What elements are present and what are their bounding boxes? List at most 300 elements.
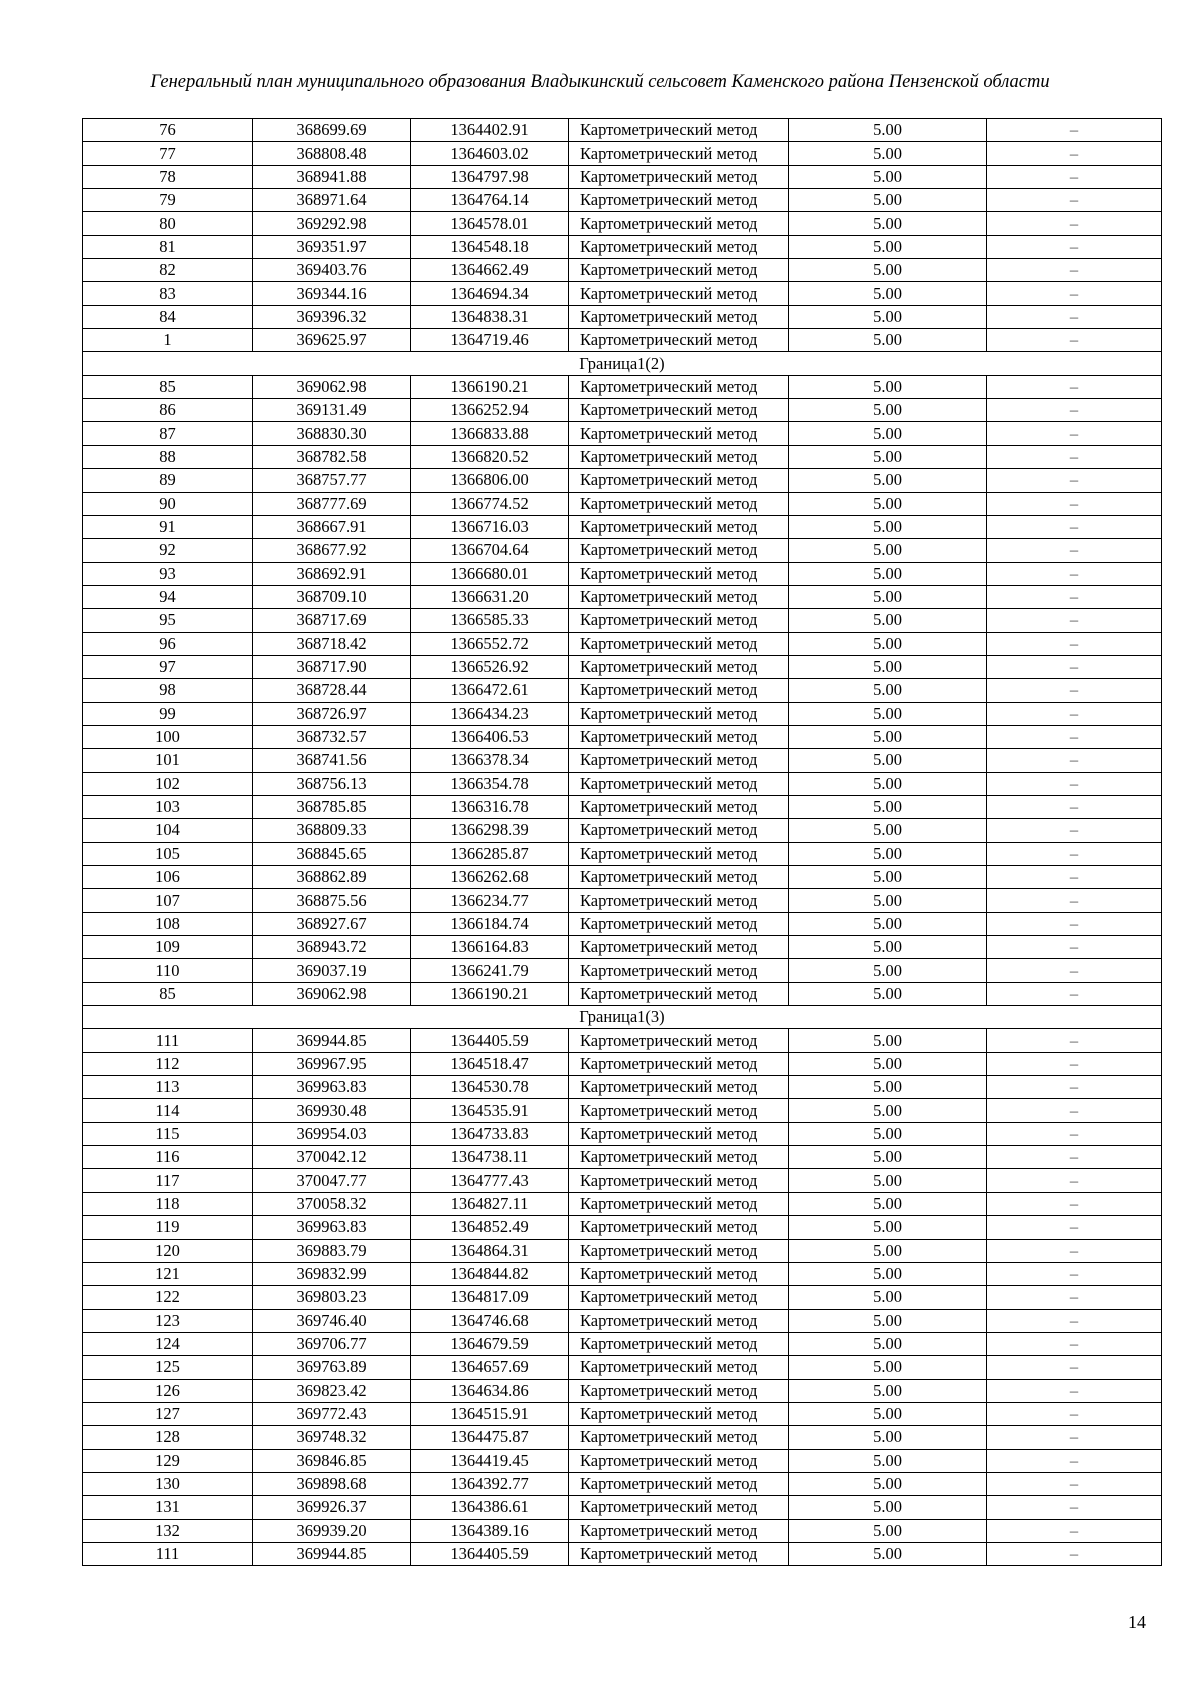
x-coordinate-cell: 369883.79 xyxy=(253,1239,411,1262)
note-cell: – xyxy=(987,539,1162,562)
y-coordinate-cell: 1364864.31 xyxy=(411,1239,569,1262)
point-number-cell: 92 xyxy=(83,539,253,562)
method-cell: Картометрический метод xyxy=(569,1519,789,1542)
y-coordinate-cell: 1364548.18 xyxy=(411,235,569,258)
table-row xyxy=(83,305,1162,328)
point-number-cell: 117 xyxy=(83,1169,253,1192)
method-cell: Картометрический метод xyxy=(569,1402,789,1425)
section-title: Граница1(2) xyxy=(83,352,1162,375)
note-cell: – xyxy=(987,1542,1162,1565)
method-cell: Картометрический метод xyxy=(569,469,789,492)
y-coordinate-cell: 1366190.21 xyxy=(411,982,569,1005)
method-cell: Картометрический метод xyxy=(569,1426,789,1449)
point-number-cell: 109 xyxy=(83,936,253,959)
note-cell: – xyxy=(987,1402,1162,1425)
accuracy-cell: 5.00 xyxy=(789,259,987,282)
x-coordinate-cell: 369963.83 xyxy=(253,1076,411,1099)
note-cell: – xyxy=(987,1332,1162,1355)
point-number-cell: 122 xyxy=(83,1286,253,1309)
y-coordinate-cell: 1364838.31 xyxy=(411,305,569,328)
point-number-cell: 126 xyxy=(83,1379,253,1402)
note-cell: – xyxy=(987,1146,1162,1169)
section-row xyxy=(83,352,1162,375)
note-cell: – xyxy=(987,936,1162,959)
accuracy-cell: 5.00 xyxy=(789,725,987,748)
accuracy-cell: 5.00 xyxy=(789,982,987,1005)
table-row xyxy=(83,609,1162,632)
point-number-cell: 85 xyxy=(83,982,253,1005)
point-number-cell: 83 xyxy=(83,282,253,305)
table-row xyxy=(83,1239,1162,1262)
y-coordinate-cell: 1364738.11 xyxy=(411,1146,569,1169)
y-coordinate-cell: 1366406.53 xyxy=(411,725,569,748)
x-coordinate-cell: 369706.77 xyxy=(253,1332,411,1355)
accuracy-cell: 5.00 xyxy=(789,819,987,842)
table-row xyxy=(83,1356,1162,1379)
accuracy-cell: 5.00 xyxy=(789,1356,987,1379)
note-cell: – xyxy=(987,1099,1162,1122)
table-row xyxy=(83,1519,1162,1542)
y-coordinate-cell: 1366526.92 xyxy=(411,655,569,678)
accuracy-cell: 5.00 xyxy=(789,165,987,188)
x-coordinate-cell: 368709.10 xyxy=(253,585,411,608)
y-coordinate-cell: 1366241.79 xyxy=(411,959,569,982)
accuracy-cell: 5.00 xyxy=(789,142,987,165)
x-coordinate-cell: 368782.58 xyxy=(253,445,411,468)
x-coordinate-cell: 369898.68 xyxy=(253,1472,411,1495)
accuracy-cell: 5.00 xyxy=(789,1146,987,1169)
point-number-cell: 85 xyxy=(83,375,253,398)
method-cell: Картометрический метод xyxy=(569,1356,789,1379)
y-coordinate-cell: 1364662.49 xyxy=(411,259,569,282)
note-cell: – xyxy=(987,329,1162,352)
point-number-cell: 87 xyxy=(83,422,253,445)
method-cell: Картометрический метод xyxy=(569,1076,789,1099)
x-coordinate-cell: 369625.97 xyxy=(253,329,411,352)
method-cell: Картометрический метод xyxy=(569,515,789,538)
table-row xyxy=(83,772,1162,795)
coordinates-table xyxy=(82,118,1162,1566)
table-row xyxy=(83,725,1162,748)
method-cell: Картометрический метод xyxy=(569,1122,789,1145)
point-number-cell: 111 xyxy=(83,1029,253,1052)
note-cell: – xyxy=(987,795,1162,818)
table-row xyxy=(83,562,1162,585)
point-number-cell: 93 xyxy=(83,562,253,585)
x-coordinate-cell: 369131.49 xyxy=(253,399,411,422)
point-number-cell: 77 xyxy=(83,142,253,165)
accuracy-cell: 5.00 xyxy=(789,749,987,772)
point-number-cell: 116 xyxy=(83,1146,253,1169)
note-cell: – xyxy=(987,492,1162,515)
note-cell: – xyxy=(987,515,1162,538)
y-coordinate-cell: 1366806.00 xyxy=(411,469,569,492)
point-number-cell: 82 xyxy=(83,259,253,282)
note-cell: – xyxy=(987,959,1162,982)
table-row xyxy=(83,165,1162,188)
table-row xyxy=(83,282,1162,305)
x-coordinate-cell: 368756.13 xyxy=(253,772,411,795)
y-coordinate-cell: 1366164.83 xyxy=(411,936,569,959)
y-coordinate-cell: 1366680.01 xyxy=(411,562,569,585)
accuracy-cell: 5.00 xyxy=(789,1332,987,1355)
x-coordinate-cell: 369967.95 xyxy=(253,1052,411,1075)
point-number-cell: 104 xyxy=(83,819,253,842)
method-cell: Картометрический метод xyxy=(569,189,789,212)
table-row xyxy=(83,959,1162,982)
accuracy-cell: 5.00 xyxy=(789,1472,987,1495)
accuracy-cell: 5.00 xyxy=(789,772,987,795)
note-cell: – xyxy=(987,1076,1162,1099)
point-number-cell: 119 xyxy=(83,1216,253,1239)
table-row xyxy=(83,469,1162,492)
table-row xyxy=(83,1332,1162,1355)
table-row xyxy=(83,982,1162,1005)
y-coordinate-cell: 1364764.14 xyxy=(411,189,569,212)
note-cell: – xyxy=(987,632,1162,655)
accuracy-cell: 5.00 xyxy=(789,562,987,585)
accuracy-cell: 5.00 xyxy=(789,889,987,912)
x-coordinate-cell: 369396.32 xyxy=(253,305,411,328)
accuracy-cell: 5.00 xyxy=(789,1542,987,1565)
method-cell: Картометрический метод xyxy=(569,399,789,422)
y-coordinate-cell: 1364515.91 xyxy=(411,1402,569,1425)
accuracy-cell: 5.00 xyxy=(789,702,987,725)
accuracy-cell: 5.00 xyxy=(789,866,987,889)
method-cell: Картометрический метод xyxy=(569,165,789,188)
method-cell: Картометрический метод xyxy=(569,912,789,935)
x-coordinate-cell: 369037.19 xyxy=(253,959,411,982)
note-cell: – xyxy=(987,889,1162,912)
method-cell: Картометрический метод xyxy=(569,212,789,235)
table-row xyxy=(83,866,1162,889)
y-coordinate-cell: 1366585.33 xyxy=(411,609,569,632)
note-cell: – xyxy=(987,1309,1162,1332)
method-cell: Картометрический метод xyxy=(569,959,789,982)
method-cell: Картометрический метод xyxy=(569,585,789,608)
point-number-cell: 84 xyxy=(83,305,253,328)
point-number-cell: 125 xyxy=(83,1356,253,1379)
point-number-cell: 1 xyxy=(83,329,253,352)
table-row xyxy=(83,1449,1162,1472)
accuracy-cell: 5.00 xyxy=(789,912,987,935)
table-row xyxy=(83,1122,1162,1145)
x-coordinate-cell: 368717.90 xyxy=(253,655,411,678)
method-cell: Картометрический метод xyxy=(569,609,789,632)
table-row xyxy=(83,585,1162,608)
note-cell: – xyxy=(987,1262,1162,1285)
y-coordinate-cell: 1364657.69 xyxy=(411,1356,569,1379)
y-coordinate-cell: 1364679.59 xyxy=(411,1332,569,1355)
y-coordinate-cell: 1364634.86 xyxy=(411,1379,569,1402)
note-cell: – xyxy=(987,1169,1162,1192)
x-coordinate-cell: 368943.72 xyxy=(253,936,411,959)
method-cell: Картометрический метод xyxy=(569,1029,789,1052)
point-number-cell: 103 xyxy=(83,795,253,818)
table-row xyxy=(83,912,1162,935)
table-row xyxy=(83,259,1162,282)
accuracy-cell: 5.00 xyxy=(789,1076,987,1099)
y-coordinate-cell: 1366285.87 xyxy=(411,842,569,865)
point-number-cell: 78 xyxy=(83,165,253,188)
y-coordinate-cell: 1366434.23 xyxy=(411,702,569,725)
y-coordinate-cell: 1364518.47 xyxy=(411,1052,569,1075)
x-coordinate-cell: 368808.48 xyxy=(253,142,411,165)
table-row xyxy=(83,329,1162,352)
accuracy-cell: 5.00 xyxy=(789,1262,987,1285)
x-coordinate-cell: 368845.65 xyxy=(253,842,411,865)
x-coordinate-cell: 368726.97 xyxy=(253,702,411,725)
accuracy-cell: 5.00 xyxy=(789,1309,987,1332)
x-coordinate-cell: 369939.20 xyxy=(253,1519,411,1542)
y-coordinate-cell: 1364405.59 xyxy=(411,1029,569,1052)
y-coordinate-cell: 1366774.52 xyxy=(411,492,569,515)
x-coordinate-cell: 369963.83 xyxy=(253,1216,411,1239)
table-row xyxy=(83,399,1162,422)
x-coordinate-cell: 369954.03 xyxy=(253,1122,411,1145)
point-number-cell: 106 xyxy=(83,866,253,889)
table-row xyxy=(83,1286,1162,1309)
accuracy-cell: 5.00 xyxy=(789,1216,987,1239)
point-number-cell: 89 xyxy=(83,469,253,492)
x-coordinate-cell: 368677.92 xyxy=(253,539,411,562)
method-cell: Картометрический метод xyxy=(569,445,789,468)
point-number-cell: 76 xyxy=(83,119,253,142)
note-cell: – xyxy=(987,1216,1162,1239)
method-cell: Картометрический метод xyxy=(569,936,789,959)
y-coordinate-cell: 1366833.88 xyxy=(411,422,569,445)
method-cell: Картометрический метод xyxy=(569,1262,789,1285)
note-cell: – xyxy=(987,725,1162,748)
x-coordinate-cell: 370058.32 xyxy=(253,1192,411,1215)
note-cell: – xyxy=(987,842,1162,865)
x-coordinate-cell: 368971.64 xyxy=(253,189,411,212)
accuracy-cell: 5.00 xyxy=(789,1099,987,1122)
accuracy-cell: 5.00 xyxy=(789,235,987,258)
method-cell: Картометрический метод xyxy=(569,1216,789,1239)
point-number-cell: 91 xyxy=(83,515,253,538)
method-cell: Картометрический метод xyxy=(569,1192,789,1215)
accuracy-cell: 5.00 xyxy=(789,119,987,142)
point-number-cell: 124 xyxy=(83,1332,253,1355)
table-row xyxy=(83,1379,1162,1402)
note-cell: – xyxy=(987,212,1162,235)
x-coordinate-cell: 368777.69 xyxy=(253,492,411,515)
accuracy-cell: 5.00 xyxy=(789,375,987,398)
table-row xyxy=(83,1496,1162,1519)
accuracy-cell: 5.00 xyxy=(789,1519,987,1542)
point-number-cell: 120 xyxy=(83,1239,253,1262)
y-coordinate-cell: 1364797.98 xyxy=(411,165,569,188)
method-cell: Картометрический метод xyxy=(569,819,789,842)
note-cell: – xyxy=(987,1496,1162,1519)
table-row xyxy=(83,445,1162,468)
accuracy-cell: 5.00 xyxy=(789,585,987,608)
accuracy-cell: 5.00 xyxy=(789,609,987,632)
point-number-cell: 121 xyxy=(83,1262,253,1285)
point-number-cell: 105 xyxy=(83,842,253,865)
table-row xyxy=(83,1052,1162,1075)
table-row xyxy=(83,842,1162,865)
note-cell: – xyxy=(987,866,1162,889)
note-cell: – xyxy=(987,1356,1162,1379)
method-cell: Картометрический метод xyxy=(569,1332,789,1355)
y-coordinate-cell: 1364817.09 xyxy=(411,1286,569,1309)
table-row xyxy=(83,1426,1162,1449)
accuracy-cell: 5.00 xyxy=(789,282,987,305)
note-cell: – xyxy=(987,259,1162,282)
note-cell: – xyxy=(987,142,1162,165)
method-cell: Картометрический метод xyxy=(569,1496,789,1519)
note-cell: – xyxy=(987,399,1162,422)
point-number-cell: 129 xyxy=(83,1449,253,1472)
x-coordinate-cell: 368809.33 xyxy=(253,819,411,842)
point-number-cell: 79 xyxy=(83,189,253,212)
table-row xyxy=(83,142,1162,165)
note-cell: – xyxy=(987,1426,1162,1449)
note-cell: – xyxy=(987,1192,1162,1215)
point-number-cell: 100 xyxy=(83,725,253,748)
accuracy-cell: 5.00 xyxy=(789,189,987,212)
point-number-cell: 108 xyxy=(83,912,253,935)
y-coordinate-cell: 1366716.03 xyxy=(411,515,569,538)
accuracy-cell: 5.00 xyxy=(789,842,987,865)
note-cell: – xyxy=(987,585,1162,608)
x-coordinate-cell: 369292.98 xyxy=(253,212,411,235)
note-cell: – xyxy=(987,1286,1162,1309)
point-number-cell: 115 xyxy=(83,1122,253,1145)
note-cell: – xyxy=(987,305,1162,328)
table-row xyxy=(83,235,1162,258)
table-row xyxy=(83,655,1162,678)
note-cell: – xyxy=(987,422,1162,445)
table-row xyxy=(83,1402,1162,1425)
x-coordinate-cell: 368757.77 xyxy=(253,469,411,492)
method-cell: Картометрический метод xyxy=(569,422,789,445)
y-coordinate-cell: 1364578.01 xyxy=(411,212,569,235)
method-cell: Картометрический метод xyxy=(569,235,789,258)
method-cell: Картометрический метод xyxy=(569,795,789,818)
y-coordinate-cell: 1364746.68 xyxy=(411,1309,569,1332)
x-coordinate-cell: 369763.89 xyxy=(253,1356,411,1379)
y-coordinate-cell: 1366234.77 xyxy=(411,889,569,912)
method-cell: Картометрический метод xyxy=(569,889,789,912)
method-cell: Картометрический метод xyxy=(569,119,789,142)
y-coordinate-cell: 1366378.34 xyxy=(411,749,569,772)
accuracy-cell: 5.00 xyxy=(789,655,987,678)
table-row xyxy=(83,702,1162,725)
point-number-cell: 112 xyxy=(83,1052,253,1075)
x-coordinate-cell: 368941.88 xyxy=(253,165,411,188)
method-cell: Картометрический метод xyxy=(569,866,789,889)
y-coordinate-cell: 1364777.43 xyxy=(411,1169,569,1192)
method-cell: Картометрический метод xyxy=(569,702,789,725)
point-number-cell: 113 xyxy=(83,1076,253,1099)
x-coordinate-cell: 368741.56 xyxy=(253,749,411,772)
table-row xyxy=(83,1029,1162,1052)
x-coordinate-cell: 369403.76 xyxy=(253,259,411,282)
y-coordinate-cell: 1364392.77 xyxy=(411,1472,569,1495)
point-number-cell: 90 xyxy=(83,492,253,515)
accuracy-cell: 5.00 xyxy=(789,212,987,235)
note-cell: – xyxy=(987,749,1162,772)
point-number-cell: 110 xyxy=(83,959,253,982)
x-coordinate-cell: 368717.69 xyxy=(253,609,411,632)
point-number-cell: 88 xyxy=(83,445,253,468)
method-cell: Картометрический метод xyxy=(569,1309,789,1332)
y-coordinate-cell: 1366552.72 xyxy=(411,632,569,655)
x-coordinate-cell: 369823.42 xyxy=(253,1379,411,1402)
table-row xyxy=(83,539,1162,562)
note-cell: – xyxy=(987,445,1162,468)
table-row xyxy=(83,795,1162,818)
method-cell: Картометрический метод xyxy=(569,1542,789,1565)
method-cell: Картометрический метод xyxy=(569,375,789,398)
method-cell: Картометрический метод xyxy=(569,749,789,772)
table-row xyxy=(83,936,1162,959)
x-coordinate-cell: 369748.32 xyxy=(253,1426,411,1449)
x-coordinate-cell: 369062.98 xyxy=(253,375,411,398)
accuracy-cell: 5.00 xyxy=(789,1239,987,1262)
note-cell: – xyxy=(987,679,1162,702)
method-cell: Картометрический метод xyxy=(569,725,789,748)
y-coordinate-cell: 1366184.74 xyxy=(411,912,569,935)
table-row xyxy=(83,189,1162,212)
method-cell: Картометрический метод xyxy=(569,1052,789,1075)
method-cell: Картометрический метод xyxy=(569,142,789,165)
accuracy-cell: 5.00 xyxy=(789,1192,987,1215)
method-cell: Картометрический метод xyxy=(569,1449,789,1472)
y-coordinate-cell: 1366631.20 xyxy=(411,585,569,608)
point-number-cell: 123 xyxy=(83,1309,253,1332)
note-cell: – xyxy=(987,655,1162,678)
x-coordinate-cell: 369062.98 xyxy=(253,982,411,1005)
table-row xyxy=(83,1542,1162,1565)
y-coordinate-cell: 1366472.61 xyxy=(411,679,569,702)
point-number-cell: 128 xyxy=(83,1426,253,1449)
method-cell: Картометрический метод xyxy=(569,492,789,515)
x-coordinate-cell: 368732.57 xyxy=(253,725,411,748)
accuracy-cell: 5.00 xyxy=(789,1402,987,1425)
accuracy-cell: 5.00 xyxy=(789,632,987,655)
y-coordinate-cell: 1366820.52 xyxy=(411,445,569,468)
y-coordinate-cell: 1366262.68 xyxy=(411,866,569,889)
point-number-cell: 132 xyxy=(83,1519,253,1542)
y-coordinate-cell: 1364694.34 xyxy=(411,282,569,305)
table-row xyxy=(83,1146,1162,1169)
accuracy-cell: 5.00 xyxy=(789,1449,987,1472)
y-coordinate-cell: 1366190.21 xyxy=(411,375,569,398)
accuracy-cell: 5.00 xyxy=(789,679,987,702)
x-coordinate-cell: 369846.85 xyxy=(253,1449,411,1472)
method-cell: Картометрический метод xyxy=(569,1286,789,1309)
point-number-cell: 111 xyxy=(83,1542,253,1565)
accuracy-cell: 5.00 xyxy=(789,1169,987,1192)
x-coordinate-cell: 368875.56 xyxy=(253,889,411,912)
table-row xyxy=(83,515,1162,538)
accuracy-cell: 5.00 xyxy=(789,329,987,352)
y-coordinate-cell: 1366704.64 xyxy=(411,539,569,562)
section-title: Граница1(3) xyxy=(83,1006,1162,1029)
note-cell: – xyxy=(987,165,1162,188)
method-cell: Картометрический метод xyxy=(569,1239,789,1262)
method-cell: Картометрический метод xyxy=(569,655,789,678)
point-number-cell: 114 xyxy=(83,1099,253,1122)
x-coordinate-cell: 369944.85 xyxy=(253,1029,411,1052)
y-coordinate-cell: 1364475.87 xyxy=(411,1426,569,1449)
accuracy-cell: 5.00 xyxy=(789,959,987,982)
table-row xyxy=(83,889,1162,912)
